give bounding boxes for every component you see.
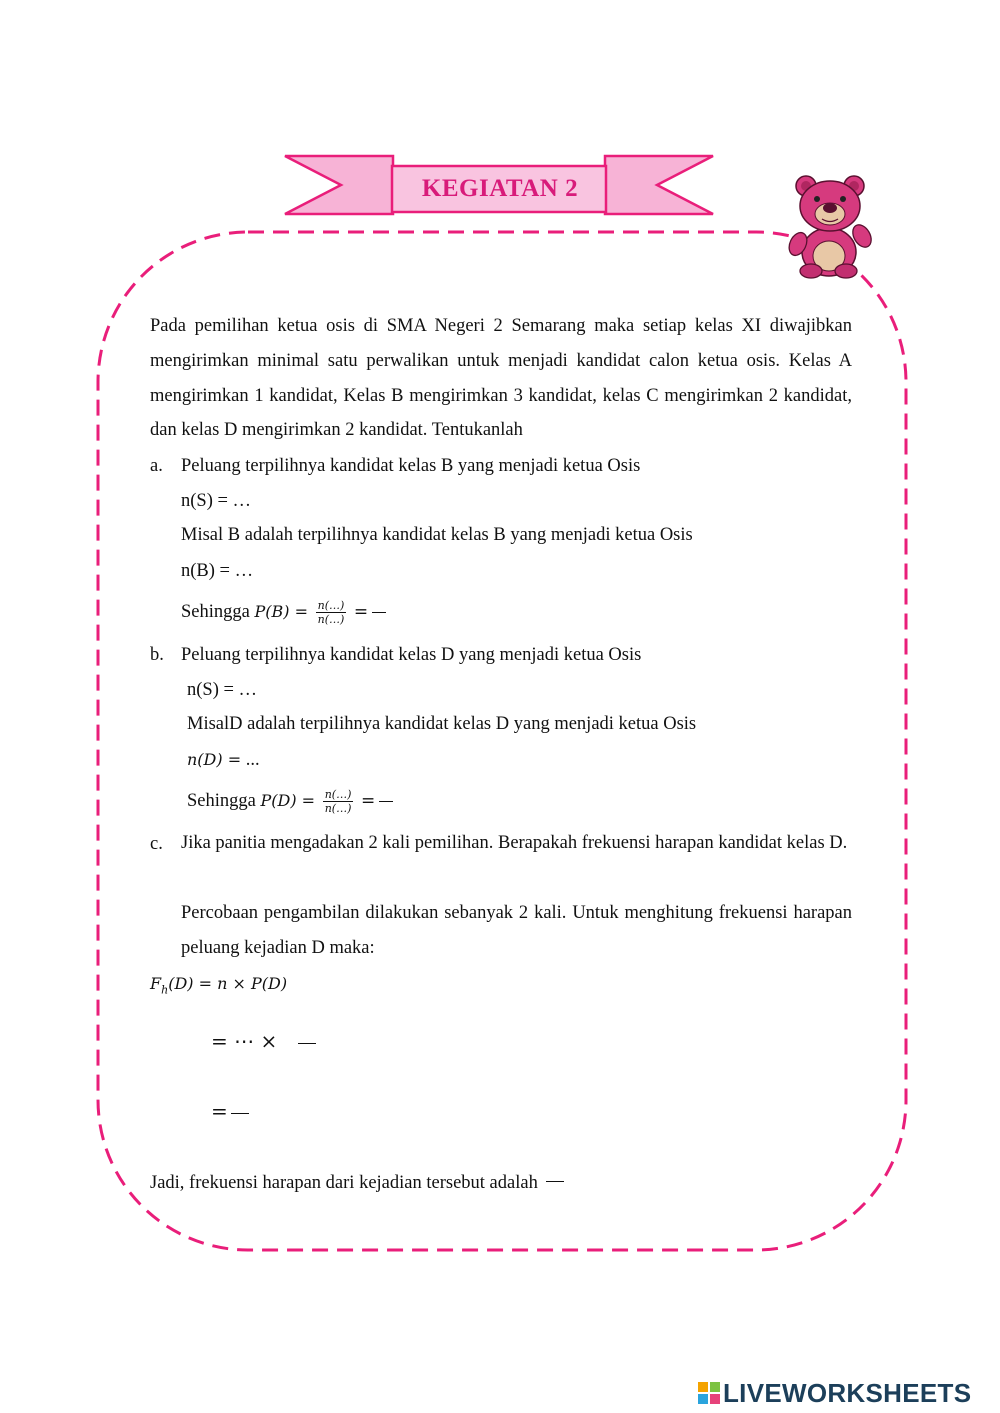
answer-blank — [298, 1043, 316, 1044]
liveworksheets-badge-icon — [698, 1382, 720, 1404]
formula-rest: (D) = n × P(D) — [168, 974, 288, 993]
probability-expression: P(D) = — [260, 790, 316, 810]
answer-blank — [379, 801, 393, 802]
part-a-index: a. — [150, 456, 163, 476]
liveworksheets-logo — [698, 1376, 971, 1410]
sehingga-label: Sehingga — [181, 601, 250, 622]
equals-sign: = — [353, 601, 369, 622]
part-a-misal: Misal B adalah terpilihnya kandidat kelas B yang menjadi ketua Osis — [181, 525, 693, 545]
part-b-misal: MisalD adalah terpilihnya kandidat kelas D yang menjadi ketua Osis — [187, 714, 697, 734]
part-b-nd — [187, 748, 260, 772]
part-c-index: c. — [150, 834, 163, 854]
answer-blank — [372, 612, 386, 613]
fraction-denominator: n(…) — [317, 613, 345, 626]
conclusion-line — [150, 1171, 564, 1195]
part-b-index: b. — [150, 645, 164, 665]
answer-blank — [231, 1113, 249, 1114]
part-b-question: Peluang terpilihnya kandidat kelas D yang menjadi ketua Osis — [181, 645, 642, 665]
brand-name: LIVEWORKSHEETS — [723, 1377, 972, 1408]
fraction — [323, 788, 354, 815]
fraction-numerator: n(…) — [317, 599, 345, 612]
calculation-step-1 — [211, 1029, 316, 1055]
part-a-question: Peluang terpilihnya kandidat kelas B yang menjadi ketua Osis — [181, 456, 641, 476]
calculation-step-2 — [211, 1099, 249, 1125]
formula-subscript: h — [161, 983, 169, 997]
fraction-numerator: n(…) — [324, 788, 352, 801]
part-a-nb: n(B) = … — [181, 561, 254, 581]
part-b-ns: n(S) = … — [187, 680, 258, 700]
part-a-sehingga-line — [181, 599, 386, 626]
part-c-explanation: Percobaan pengambilan dilakukan sebanyak 2 kali. Untuk menghitung frekuensi harapan peluang kejadian D maka: — [181, 903, 852, 958]
part-b-sehingga-line — [187, 788, 393, 815]
step-1-expression: = ⋯ × — [211, 1029, 278, 1053]
nd-expression: n(D) = — [187, 750, 242, 769]
conclusion-text: Jadi, frekuensi harapan dari kejadian tersebut adalah — [150, 1173, 538, 1193]
answer-blank — [546, 1181, 564, 1182]
expected-frequency-formula — [150, 972, 287, 1003]
probability-expression: P(B) = — [254, 601, 308, 621]
intro-paragraph: Pada pemilihan ketua osis di SMA Negeri 2 Semarang maka setiap kelas XI diwajibkan mengirimkan minimal satu perwalikan untuk menjadi kandidat calon ketua osis. Kelas A mengirimkan 1 kandidat, Kelas B mengirimkan 3 kandidat, kelas C mengirimkan 2 kandidat, dan kelas D mengirimkan 2 kandidat. Tentukanlah — [150, 316, 852, 441]
part-c-question: Jika panitia mengadakan 2 kali pemilihan. Berapakah frekuensi harapan kandidat kelas D. — [181, 833, 848, 853]
fraction-denominator: n(…) — [324, 802, 352, 815]
sehingga-label: Sehingga — [187, 790, 256, 811]
part-a-ns: n(S) = … — [181, 491, 252, 511]
page-title: KEGIATAN 2 — [421, 175, 579, 202]
formula-symbol: F — [150, 974, 162, 993]
equals-sign: = — [360, 790, 376, 811]
step-2-expression: = — [211, 1099, 228, 1123]
fraction — [316, 599, 347, 626]
nd-dots: ... — [241, 750, 260, 770]
bear-illustration — [782, 172, 878, 280]
